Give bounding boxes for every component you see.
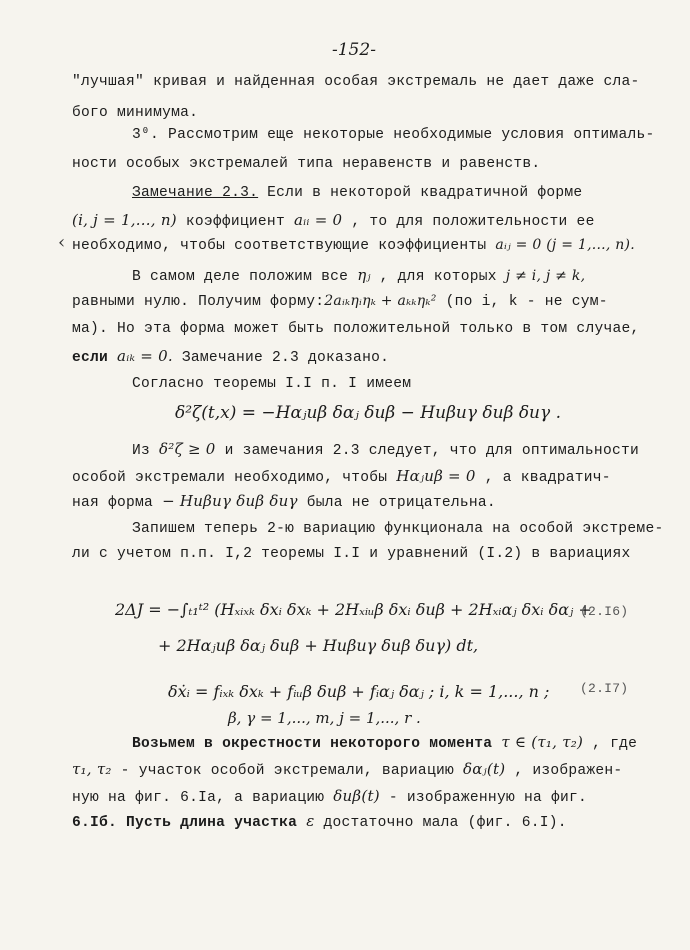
equation-2-17-line-1: δẋᵢ = fᵢₓₖ δxₖ + fᵢᵤβ δuβ + fᵢαⱼ δαⱼ ; i, k = 1,..., n ; (168, 682, 550, 701)
text-line: ности особых экстремалей типа неравенств и равенств. (72, 156, 541, 172)
handwritten-formula: Hαⱼuβ = 0 (396, 467, 476, 485)
handwritten-formula: δ²ζ ≥ 0 (159, 440, 216, 458)
text-fragment: В самом деле положим все (132, 269, 349, 285)
text-line (72, 812, 567, 832)
handwritten-formula: 2aᵢₖηᵢηₖ + aₖₖηₖ² (324, 293, 437, 309)
text-fragment: Возьмем в окрестности некоторого момента (132, 736, 502, 752)
text-line (72, 760, 622, 780)
page-number: -152- (332, 40, 376, 60)
equation-2-16-line-2: + 2Hαⱼuβ δαⱼ δuβ + Huβuγ δuβ δuγ) dt, (158, 636, 479, 655)
text-line: Запишем теперь 2-ю вариацию функционала на особой экстреме- (132, 521, 664, 537)
handwritten-formula: aᵢᵢ = 0 (293, 211, 343, 229)
text-line (72, 492, 496, 512)
text-fragment: была не отрицательна. (297, 495, 496, 511)
handwritten-formula: δ²ζ(t,x) = −Hαⱼuβ δαⱼ δuβ − Huβuγ δuβ δuγ . (175, 403, 561, 423)
text-fragment: ную на фиг. 6.Iа, а вариацию (72, 790, 334, 806)
text-fragment: Замечание 2.3 доказано. (172, 350, 390, 366)
text-fragment: , то для положительности ее (342, 214, 595, 230)
equation-2-17-line-2: β, γ = 1,..., m, j = 1,..., r . (228, 709, 421, 727)
text-line (72, 347, 389, 367)
text-line: Согласно теоремы I.I п. I имеем (132, 376, 412, 392)
text-fragment: и замечания 2.3 следует, что для оптимальности (215, 443, 639, 459)
equation-2-16-line-1: 2ΔJ = −∫ₜ₁ᵗ² (Hₓᵢₓₖ δxᵢ δxₖ + 2Hₓᵢᵤβ δxᵢ δuβ + 2Hₓᵢαⱼ δxᵢ δαⱼ + (115, 600, 592, 619)
handwritten-formula: − Huβuγ δuβ δuγ (162, 492, 298, 510)
equation-tag: (2.I7) (580, 681, 629, 696)
text-fragment: равными нулю. Получим форму: (72, 294, 325, 310)
text-fragment: Из (132, 443, 160, 459)
margin-mark: ‹ (58, 232, 66, 253)
text-fragment: 6.Iб. Пусть длина участка (72, 815, 307, 831)
text-line: ли с учетом п.п. I,2 теоремы I.I и уравнений (I.2) в вариациях (72, 546, 631, 562)
text-fragment: достаточно мала (фиг. 6.I). (314, 815, 567, 831)
text-fragment: , для которых (370, 269, 506, 285)
handwritten-formula: ε (306, 812, 315, 830)
text-line: 3⁰. Рассмотрим еще некоторые необходимые условия оптималь- (132, 127, 655, 143)
equation-tag: (2.I6) (580, 604, 629, 619)
text-line (132, 733, 637, 753)
remark-label: Замечание 2.3. (132, 185, 259, 201)
text-fragment: - изображенную на фиг. (379, 790, 588, 806)
handwritten-formula: τ ∈ (τ₁, τ₂) (501, 733, 584, 751)
handwritten-formula: δαⱼ(t) (462, 760, 506, 778)
text-line (72, 236, 635, 255)
handwritten-formula: δuβ(t) (333, 787, 380, 805)
text-line (132, 184, 582, 202)
text-line (72, 292, 608, 311)
text-fragment: , а квадратич- (475, 470, 611, 486)
handwritten-formula: τ₁, τ₂ (72, 760, 112, 778)
text-line (132, 266, 585, 286)
text-line (72, 787, 587, 807)
text-line: ма). Но эта форма может быть положительной только в том случае, (72, 321, 640, 337)
text-fragment: если (72, 350, 118, 366)
text-line (72, 467, 611, 487)
text-line (132, 440, 639, 460)
text-fragment: (по i, k - не сум- (436, 294, 608, 310)
text-fragment: , где (583, 736, 638, 752)
text-line: бого минимума. (72, 105, 199, 121)
text-fragment: - участок особой экстремали, вариацию (111, 763, 463, 779)
text-line (72, 211, 595, 231)
handwritten-formula: ηⱼ (357, 266, 371, 284)
remark-text: Если в некоторой квадратичной форме (258, 185, 583, 201)
handwritten-formula: j ≠ i, j ≠ k, (505, 268, 586, 284)
text-fragment: особой экстремали необходимо, чтобы (72, 470, 397, 486)
text-fragment: коэффициент (176, 214, 294, 230)
text-fragment: необходимо, чтобы соответствующие коэффициенты (72, 238, 487, 254)
handwritten-formula: aᵢₖ = 0. (117, 347, 173, 365)
handwritten-formula: (i, j = 1,..., n) (72, 211, 177, 229)
text-fragment: , изображен- (505, 763, 623, 779)
text-fragment: ная форма (72, 495, 163, 511)
text-line: "лучшая" кривая и найденная особая экстремаль не дает даже сла- (72, 74, 640, 90)
handwritten-formula: aᵢⱼ = 0 (j = 1,..., n). (495, 237, 635, 253)
